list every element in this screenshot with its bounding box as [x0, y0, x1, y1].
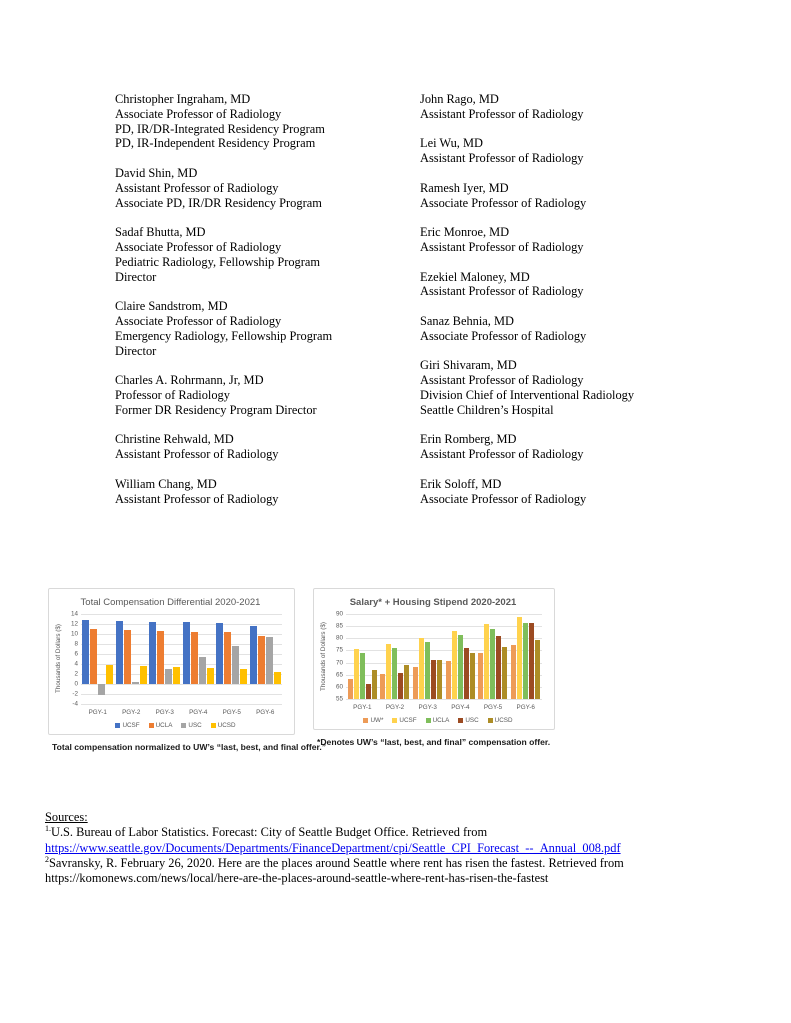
- faculty-line: Assistant Professor of Radiology: [115, 491, 279, 506]
- bar-ucsd-pgy-3: [437, 660, 442, 699]
- source-superscript-1: 1.: [45, 824, 51, 834]
- bar-ucla-pgy-2: [124, 630, 131, 684]
- bar-ucsf-pgy-3: [419, 638, 424, 699]
- faculty-line: Assistant Professor of Radiology: [420, 239, 584, 254]
- faculty-line: Former DR Residency Program Director: [115, 402, 317, 417]
- bar-group: [509, 614, 542, 699]
- x-axis-tick-label: PGY-6: [256, 709, 275, 716]
- bar-ucla-pgy-1: [360, 653, 365, 699]
- bar-ucla-pgy-6: [523, 623, 528, 700]
- bar-group: [346, 614, 379, 699]
- faculty-line: Claire Sandstrom, MD: [115, 299, 228, 314]
- source-url-2: https://komonews.com/news/local/here-are-the-places-around-seattle-where-rent-has-risen-the-fastest: [45, 871, 549, 886]
- y-axis-tick-label: 55: [335, 695, 343, 703]
- legend-swatch-icon: [149, 723, 154, 728]
- faculty-line: Erin Romberg, MD: [420, 432, 517, 447]
- faculty-line: Associate Professor of Radiology: [420, 491, 587, 506]
- faculty-entry: [115, 373, 415, 417]
- legend-swatch-icon: [115, 723, 120, 728]
- faculty-line: William Chang, MD: [115, 476, 217, 491]
- bar-ucla-pgy-1: [90, 629, 97, 685]
- bar-ucsd-pgy-2: [140, 666, 147, 684]
- source-link-line-1: [45, 841, 775, 856]
- y-axis-tick-label: 90: [335, 610, 343, 618]
- legend-item-usc: [458, 717, 478, 724]
- bar-usc-pgy-4: [464, 648, 469, 699]
- faculty-entry: [420, 92, 720, 122]
- y-axis-tick-label: 80: [335, 634, 343, 642]
- faculty-line: Associate Professor of Radiology: [420, 195, 587, 210]
- plot-column: [65, 610, 286, 729]
- bar-ucsd-pgy-3: [173, 667, 180, 684]
- legend-label: UCSF: [122, 722, 140, 729]
- faculty-entry: [420, 270, 720, 300]
- bar-usc-pgy-3: [431, 660, 436, 699]
- legend-item-uw: [363, 717, 383, 724]
- bar-uw-pgy-5: [478, 653, 483, 699]
- faculty-line: Emergency Radiology, Fellowship Program: [115, 328, 333, 343]
- x-axis-tick-label: PGY-1: [353, 704, 372, 711]
- bar-usc-pgy-2: [132, 682, 139, 684]
- faculty-line: Assistant Professor of Radiology: [420, 284, 584, 299]
- bar-ucsd-pgy-4: [470, 653, 475, 699]
- faculty-column-left: [115, 92, 415, 521]
- faculty-entry: [420, 225, 720, 255]
- faculty-entry: [420, 181, 720, 211]
- bar-ucsf-pgy-6: [517, 617, 522, 699]
- faculty-line: Associate PD, IR/DR Residency Program: [115, 195, 322, 210]
- bar-ucla-pgy-3: [425, 642, 430, 699]
- source-text-2: Savransky, R. February 26, 2020. Here are the places around Seattle where rent has risen the fastest. Retrieved from: [49, 855, 624, 870]
- y-axis-tick-label: 85: [335, 622, 343, 630]
- bar-ucla-pgy-6: [258, 636, 265, 685]
- faculty-line: Assistant Professor of Radiology: [115, 447, 279, 462]
- bar-ucla-pgy-2: [392, 648, 397, 699]
- bar-ucsf-pgy-5: [216, 623, 223, 685]
- faculty-line: Director: [115, 343, 157, 358]
- faculty-line: Eric Monroe, MD: [420, 225, 510, 240]
- faculty-line: Ezekiel Maloney, MD: [420, 269, 530, 284]
- bar-ucsf-pgy-4: [183, 622, 190, 684]
- faculty-line: Director: [115, 269, 157, 284]
- y-axis-tick-label: 65: [335, 671, 343, 679]
- x-axis-tick-label: PGY-1: [88, 709, 107, 716]
- faculty-line: Charles A. Rohrmann, Jr, MD: [115, 373, 264, 388]
- faculty-entry: [115, 166, 415, 210]
- faculty-line: Giri Shivaram, MD: [420, 358, 517, 373]
- chart-main: [320, 610, 546, 724]
- bar-ucsf-pgy-6: [250, 626, 257, 685]
- faculty-line: John Rago, MD: [420, 92, 499, 106]
- faculty-line: Seattle Children’s Hospital: [420, 402, 554, 417]
- legend-item-ucsf: [392, 717, 416, 724]
- y-axis-tick-label: 12: [70, 620, 78, 628]
- legend-label: USC: [465, 717, 479, 724]
- faculty-line: Assistant Professor of Radiology: [420, 447, 584, 462]
- bar-group: [411, 614, 444, 699]
- faculty-line: PD, IR-Independent Residency Program: [115, 136, 316, 151]
- plot-column: [330, 610, 546, 724]
- bar-ucsd-pgy-1: [372, 670, 377, 699]
- chart-legend: [330, 711, 546, 724]
- y-axis-title: Thousands of Dollars ($): [320, 622, 327, 691]
- faculty-entry: [420, 432, 720, 462]
- bar-ucla-pgy-5: [224, 632, 231, 684]
- bar-ucla-pgy-3: [157, 631, 164, 685]
- faculty-entry: [420, 358, 720, 417]
- bar-usc-pgy-1: [366, 684, 371, 699]
- faculty-entry: [420, 314, 720, 344]
- bar-usc-pgy-6: [266, 637, 273, 685]
- x-axis-tick-label: PGY-3: [155, 709, 174, 716]
- y-axis-tick-label: -2: [72, 690, 78, 698]
- legend-item-usc: [181, 722, 201, 729]
- y-axis-tick-label: 60: [335, 683, 343, 691]
- source-line-2: [45, 856, 775, 871]
- bar-ucla-pgy-5: [490, 629, 495, 699]
- bar-usc-pgy-5: [496, 636, 501, 699]
- legend-swatch-icon: [426, 718, 431, 723]
- faculty-line: Sanaz Behnia, MD: [420, 313, 514, 328]
- faculty-line: Christopher Ingraham, MD: [115, 92, 251, 106]
- bar-usc-pgy-5: [232, 646, 239, 684]
- sources-section: [45, 810, 775, 886]
- faculty-line: Assistant Professor of Radiology: [420, 373, 584, 388]
- source-text-1: U.S. Bureau of Labor Statistics. Forecast: City of Seattle Budget Office. Retrieved from: [51, 825, 488, 840]
- legend-item-ucsf: [115, 722, 139, 729]
- y-axis-title: Thousands of Dollars ($): [55, 624, 62, 694]
- faculty-line: Associate Professor of Radiology: [115, 313, 282, 328]
- bar-usc-pgy-3: [165, 669, 172, 684]
- legend-swatch-icon: [458, 718, 463, 723]
- bar-ucsd-pgy-2: [404, 665, 409, 699]
- legend-label: UW*: [370, 717, 384, 724]
- bar-uw-pgy-1: [348, 679, 353, 699]
- legend-label: UCLA: [432, 717, 450, 724]
- chart-title: Salary* + Housing Stipend 2020-2021: [349, 597, 517, 608]
- bar-ucsf-pgy-2: [116, 621, 123, 684]
- bar-ucsd-pgy-5: [240, 669, 247, 684]
- x-axis-tick-label: PGY-4: [189, 709, 208, 716]
- x-axis-tick-label: PGY-2: [122, 709, 141, 716]
- legend-swatch-icon: [211, 723, 216, 728]
- x-axis-tick-label: PGY-4: [451, 704, 470, 711]
- faculty-line: David Shin, MD: [115, 165, 198, 180]
- bar-ucsf-pgy-1: [354, 649, 359, 699]
- y-axis-tick-label: 4: [74, 660, 78, 668]
- x-axis-tick-label: PGY-6: [516, 704, 535, 711]
- plot-area: [70, 610, 282, 708]
- chart-legend: [65, 716, 286, 729]
- faculty-line: Associate Professor of Radiology: [115, 239, 282, 254]
- x-axis-tick-label: PGY-3: [418, 704, 437, 711]
- faculty-line: Lei Wu, MD: [420, 136, 483, 151]
- faculty-line: Ramesh Iyer, MD: [420, 180, 509, 195]
- bar-usc-pgy-6: [529, 623, 534, 699]
- bar-ucla-pgy-4: [191, 632, 198, 685]
- chart-caption: Total compensation normalized to UW’s “last, best, and final offer.”: [52, 742, 327, 752]
- bar-ucsd-pgy-6: [274, 672, 281, 684]
- source-superscript-2: 2: [45, 854, 49, 864]
- bar-ucsd-pgy-5: [502, 647, 507, 699]
- bar-uw-pgy-3: [413, 667, 418, 699]
- bar-ucsd-pgy-6: [535, 640, 540, 699]
- bar-usc-pgy-1: [98, 684, 105, 695]
- faculty-line: Division Chief of Interventional Radiology: [420, 387, 635, 402]
- gridline: [81, 704, 282, 705]
- bar-group: [148, 614, 181, 704]
- bar-ucsf-pgy-2: [386, 644, 391, 699]
- legend-label: UCSD: [494, 717, 513, 724]
- bar-uw-pgy-2: [380, 674, 385, 700]
- y-axis-tick-label: 6: [74, 650, 78, 658]
- y-axis-tick-label: 14: [70, 610, 78, 618]
- legend-item-ucla: [426, 717, 450, 724]
- chart-title: Total Compensation Differential 2020-2021: [80, 597, 261, 608]
- bar-group: [477, 614, 510, 699]
- faculty-line: Assistant Professor of Radiology: [420, 106, 584, 121]
- legend-label: UCSD: [217, 722, 236, 729]
- legend-swatch-icon: [488, 718, 493, 723]
- legend-item-ucla: [149, 722, 173, 729]
- bar-ucla-pgy-4: [458, 635, 463, 699]
- source-link-1[interactable]: https://www.seattle.gov/Documents/Departments/FinanceDepartment/cpi/Seattle_CPI_Forecast_--_Annual_008.pdf: [45, 840, 621, 855]
- faculty-entry: [115, 477, 415, 507]
- y-axis-tick-label: 70: [335, 659, 343, 667]
- bar-ucsf-pgy-3: [149, 622, 156, 685]
- faculty-line: Professor of Radiology: [115, 387, 230, 402]
- x-axis-labels: [346, 699, 542, 711]
- bar-group: [444, 614, 477, 699]
- bar-group: [81, 614, 114, 704]
- chart-box: [313, 588, 555, 730]
- faculty-entry: [115, 432, 415, 462]
- faculty-column-right: [420, 92, 720, 521]
- chart-caption: *Denotes UW’s “last, best, and final” compensation offer.: [317, 737, 551, 747]
- sources-heading: Sources:: [45, 810, 88, 824]
- x-axis-labels: [81, 704, 282, 716]
- source-line-1: [45, 825, 775, 840]
- faculty-line: Christine Rehwald, MD: [115, 432, 234, 447]
- faculty-line: PD, IR/DR-Integrated Residency Program: [115, 121, 325, 136]
- y-axis-tick-label: 75: [335, 646, 343, 654]
- bar-ucsf-pgy-5: [484, 624, 489, 699]
- gridline: [346, 699, 542, 700]
- bar-ucsd-pgy-4: [207, 668, 214, 684]
- figure-salary-housing-stipend: [313, 588, 555, 747]
- legend-label: UCLA: [155, 722, 173, 729]
- faculty-entry: [115, 225, 415, 284]
- legend-label: USC: [188, 722, 202, 729]
- legend-swatch-icon: [181, 723, 186, 728]
- legend-item-ucsd: [211, 722, 236, 729]
- legend-label: UCSF: [399, 717, 417, 724]
- x-axis-tick-label: PGY-2: [385, 704, 405, 711]
- bar-group: [215, 614, 248, 704]
- faculty-line: Sadaf Bhutta, MD: [115, 225, 206, 240]
- bar-group: [182, 614, 215, 704]
- bar-uw-pgy-6: [511, 645, 516, 699]
- legend-item-ucsd: [488, 717, 513, 724]
- bar-ucsf-pgy-1: [82, 620, 89, 685]
- faculty-entry: [115, 299, 415, 358]
- y-axis-tick-label: 8: [74, 640, 78, 648]
- figure-total-compensation-differential: [48, 588, 327, 752]
- x-axis-tick-label: PGY-5: [483, 704, 503, 711]
- y-axis-tick-label: 10: [70, 630, 78, 638]
- faculty-line: Assistant Professor of Radiology: [420, 151, 584, 166]
- chart-box: [48, 588, 295, 735]
- bar-group: [379, 614, 412, 699]
- bar-uw-pgy-4: [446, 661, 451, 699]
- legend-swatch-icon: [363, 718, 368, 723]
- faculty-entry: [420, 477, 720, 507]
- bar-ucsd-pgy-1: [106, 665, 113, 684]
- bar-usc-pgy-4: [199, 657, 206, 684]
- legend-swatch-icon: [392, 718, 397, 723]
- faculty-line: Pediatric Radiology, Fellowship Program: [115, 254, 320, 269]
- faculty-entry: [420, 136, 720, 166]
- faculty-line: Associate Professor of Radiology: [420, 328, 587, 343]
- bar-group: [114, 614, 147, 704]
- y-axis-tick-label: 2: [74, 670, 78, 678]
- bar-ucsf-pgy-4: [452, 631, 457, 699]
- faculty-entry: [115, 92, 415, 151]
- source-url-line-2: [45, 871, 775, 886]
- x-axis-tick-label: PGY-5: [222, 709, 241, 716]
- faculty-line: Assistant Professor of Radiology: [115, 180, 279, 195]
- faculty-line: Associate Professor of Radiology: [115, 106, 282, 121]
- y-axis-tick-label: -4: [72, 700, 78, 708]
- bar-group: [249, 614, 282, 704]
- y-axis-tick-label: 0: [74, 680, 78, 688]
- chart-main: [55, 610, 286, 729]
- faculty-line: Erik Soloff, MD: [420, 476, 502, 491]
- bar-usc-pgy-2: [398, 673, 403, 699]
- plot-area: [335, 610, 542, 703]
